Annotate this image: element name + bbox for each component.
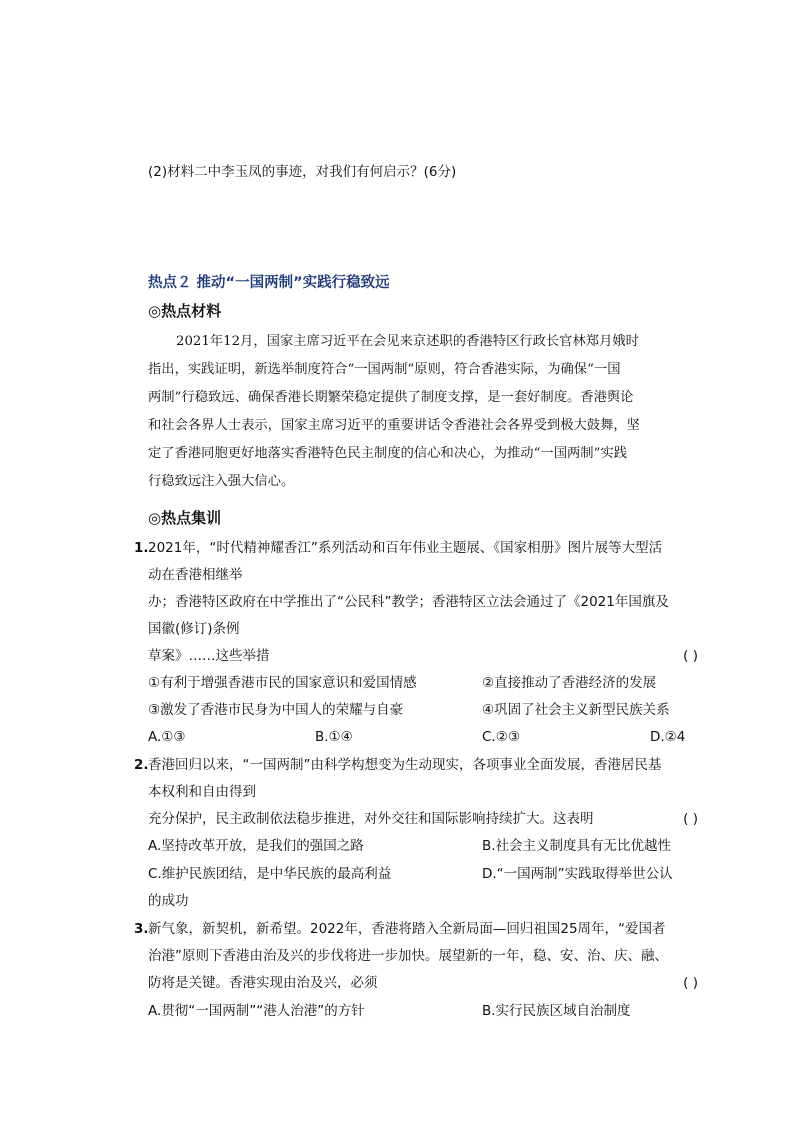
question-stem-row <box>148 973 698 993</box>
material-line: 行稳致远注入强大信心。 <box>148 474 295 489</box>
option-a[interactable]: A.①③ <box>148 729 186 745</box>
question-number: 1. <box>134 540 149 556</box>
question-text: 草案》……这些举措 <box>148 648 270 664</box>
section-title: 热点２ 推动“一国两制”实践行稳致远 <box>148 275 390 291</box>
material-line: 2021年12月，国家主席习近平在会见来京述职的香港特区行政长官林郑月娥时 <box>176 334 639 349</box>
statement: ④巩固了社会主义新型民族关系 <box>482 702 670 718</box>
option-a[interactable]: A.贯彻“一国两制”“港人治港”的方针 <box>148 1003 365 1019</box>
question-stem-row <box>148 646 698 666</box>
option-b[interactable]: B.实行民族区域自治制度 <box>482 1003 631 1019</box>
option-b[interactable]: B.①④ <box>315 729 353 745</box>
option-d[interactable]: D.②4 <box>650 729 686 745</box>
option-b[interactable]: B.社会主义制度具有无比优越性 <box>482 838 672 854</box>
question-text: 新气象，新契机，新希望。2022年，香港将踏入全新局面—回归祖国25周年，“爱国者 <box>148 921 666 937</box>
question-text: 香港回归以来，“一国两制”由科学构想变为生动现实，各项事业全面发展，香港居民基 <box>148 757 662 773</box>
question-text: 充分保护，民主政制依法稳步推进，对外交往和国际影响持续扩大。这表明 <box>148 811 594 827</box>
question-number: 2. <box>134 757 149 773</box>
statement: ①有利于增强香港市民的国家意识和爱国情感 <box>148 675 417 691</box>
question-text: 治港”原则下香港由治及兴的步伐将进一步加快。展望新的一年，稳、安、治、庆、融、 <box>148 948 668 964</box>
previous-question: (2)材料二中李玉凤的事迹，对我们有何启示？(6分) <box>148 164 457 180</box>
question-text: 动在香港相继举 <box>148 567 243 583</box>
material-line: 和社会各界人士表示，国家主席习近平的重要讲话令香港社会各界受到极大鼓舞，坚 <box>148 418 640 433</box>
training-heading: ◎热点集训 <box>148 509 222 527</box>
answer-blank[interactable]: ( ) <box>683 648 698 664</box>
question-text: 国徽(修订)条例 <box>148 621 240 637</box>
question-text: 办；香港特区政府在中学推出了“公民科”教学；香港特区立法会通过了《2021年国旗及 <box>148 594 669 610</box>
material-line: 定了香港同胞更好地落实香港特色民主制度的信心和决心，为推动“一国两制”实践 <box>148 446 627 461</box>
option-c[interactable]: C.②③ <box>482 729 520 745</box>
option-continuation: 的成功 <box>148 893 189 909</box>
question-text: 2021年，“时代精神耀香江”系列活动和百年伟业主题展、《国家相册》图片展等大型活 <box>148 540 663 556</box>
statement: ③激发了香港市民身为中国人的荣耀与自豪 <box>148 702 404 718</box>
question-stem-row <box>148 809 698 829</box>
answer-blank[interactable]: ( ) <box>683 811 698 827</box>
material-line: 两制”行稳致远、确保香港长期繁荣稳定提供了制度支撑，是一套好制度。香港舆论 <box>148 390 634 405</box>
material-heading: ◎热点材料 <box>148 302 222 320</box>
question-text: 本权利和自由得到 <box>148 784 256 800</box>
option-c[interactable]: C.维护民族团结，是中华民族的最高利益 <box>148 866 392 882</box>
question-text: 防将是关键。香港实现由治及兴，必须 <box>148 975 378 991</box>
option-a[interactable]: A.坚持改革开放，是我们的强国之路 <box>148 838 364 854</box>
option-d[interactable]: D.“一国两制”实践取得举世公认 <box>482 866 673 882</box>
material-line: 指出，实践证明，新选举制度符合“一国两制”原则，符合香港实际，为确保“一国 <box>148 362 621 377</box>
answer-blank[interactable]: ( ) <box>683 975 698 991</box>
question-number: 3. <box>134 921 149 937</box>
statement: ②直接推动了香港经济的发展 <box>482 675 657 691</box>
